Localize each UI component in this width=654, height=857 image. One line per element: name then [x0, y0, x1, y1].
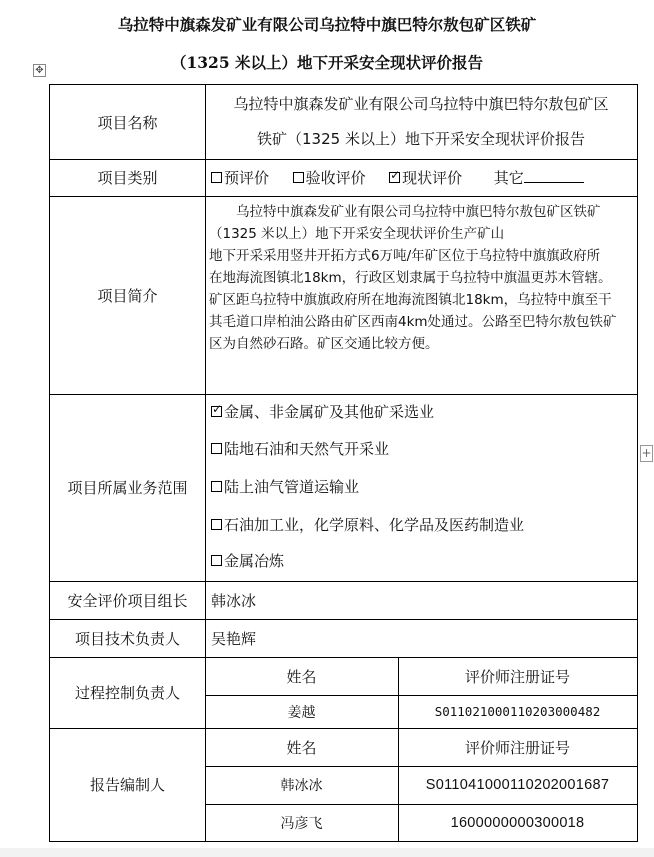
- intro-line: 地下开采采用竖井开拓方式6万吨/年矿区位于乌拉特中旗旗政府所: [209, 248, 601, 264]
- checkbox-icon[interactable]: [211, 443, 222, 454]
- intro-line: 矿区距乌拉特中旗旗政府所在地海流图镇北18km，乌拉特中旗至干: [209, 292, 612, 308]
- report-author-name: 韩冰冰: [280, 778, 323, 794]
- option-other-label: 其它: [493, 169, 524, 187]
- intro-line: 在地海流图镇北18km，行政区划隶属于乌拉特中旗温更苏木管辖。: [209, 270, 612, 286]
- intro-line: （1325 米以上）地下开采安全现状评价生产矿山: [209, 226, 505, 242]
- checkbox-icon[interactable]: [293, 172, 304, 183]
- project-name-line1: 乌拉特中旗森发矿业有限公司乌拉特中旗巴特尔敖包矿区: [233, 95, 609, 113]
- report-authors-cert-header: 评价师注册证号: [464, 738, 570, 757]
- intro-line: 其毛道口岸柏油公路由矿区西南4km处通过。公路至巴特尔敖包铁矿: [209, 314, 617, 330]
- document-title-line2: （1325 米以上）地下开采安全现状评价报告: [170, 53, 484, 72]
- scope-item-petrochemical[interactable]: 石油加工业，化学原料、化学品及医药制造业: [211, 514, 524, 535]
- project-type-label: 项目类别: [97, 169, 158, 187]
- option-acceptance-assessment[interactable]: 验收评价: [293, 169, 366, 187]
- intro-line: 乌拉特中旗森发矿业有限公司乌拉特中旗巴特尔敖包矿区铁矿: [209, 204, 601, 220]
- checked-checkbox-icon[interactable]: [211, 406, 222, 417]
- plus-icon[interactable]: +: [641, 446, 652, 460]
- checkbox-icon[interactable]: [211, 519, 222, 530]
- project-info-table: [49, 84, 638, 842]
- scope-item-pipeline[interactable]: 陆上油气管道运输业: [211, 476, 359, 497]
- report-authors-label: 报告编制人: [89, 776, 165, 794]
- option-pre-assessment[interactable]: 预评价: [211, 169, 269, 187]
- page-bottom-edge: [0, 848, 654, 857]
- process-control-name-header: 姓名: [286, 667, 317, 686]
- scope-item-smelting[interactable]: 金属冶炼: [211, 550, 284, 571]
- process-control-name: 姜越: [287, 704, 316, 721]
- process-control-cert: S011021000110203000482: [434, 704, 601, 719]
- report-author-cert: S011041000110202001687: [425, 777, 610, 793]
- project-intro-text: [209, 201, 633, 355]
- project-type-options: [211, 167, 631, 188]
- report-author-name: 冯彦飞: [280, 815, 323, 832]
- process-control-label: 过程控制负责人: [74, 684, 180, 702]
- document-title-line1: 乌拉特中旗森发矿业有限公司乌拉特中旗巴特尔敖包矿区铁矿: [117, 15, 537, 34]
- checked-checkbox-icon[interactable]: [389, 172, 400, 183]
- tech-lead-value: 吴艳辉: [211, 630, 257, 648]
- team-leader-value: 韩冰冰: [211, 592, 257, 610]
- move-icon[interactable]: ✥: [33, 64, 46, 77]
- report-author-cert: 1600000000300018: [450, 814, 585, 831]
- report-authors-name-header: 姓名: [286, 738, 317, 757]
- tech-lead-label: 项目技术负责人: [74, 629, 180, 648]
- process-control-cert-header: 评价师注册证号: [464, 667, 570, 686]
- project-name-label: 项目名称: [97, 113, 158, 132]
- scope-item-mining[interactable]: ✓金属、非金属矿及其他矿采选业: [211, 401, 434, 422]
- checkbox-icon[interactable]: [211, 481, 222, 492]
- business-scope-label: 项目所属业务范围: [67, 479, 188, 497]
- project-name-line2: 铁矿（1325 米以上）地下开采安全现状评价报告: [257, 130, 585, 148]
- intro-line: 区为自然砂石路。矿区交通比较方便。: [209, 336, 439, 352]
- scope-item-oil-gas[interactable]: 陆地石油和天然气开采业: [211, 438, 389, 459]
- project-intro-label: 项目简介: [97, 286, 158, 305]
- other-blank-field[interactable]: [524, 168, 584, 183]
- team-leader-label: 安全评价项目组长: [67, 591, 188, 610]
- option-status-assessment[interactable]: ✓ 现状评价: [389, 169, 462, 187]
- checkbox-icon[interactable]: [211, 555, 222, 566]
- checkbox-icon[interactable]: [211, 172, 222, 183]
